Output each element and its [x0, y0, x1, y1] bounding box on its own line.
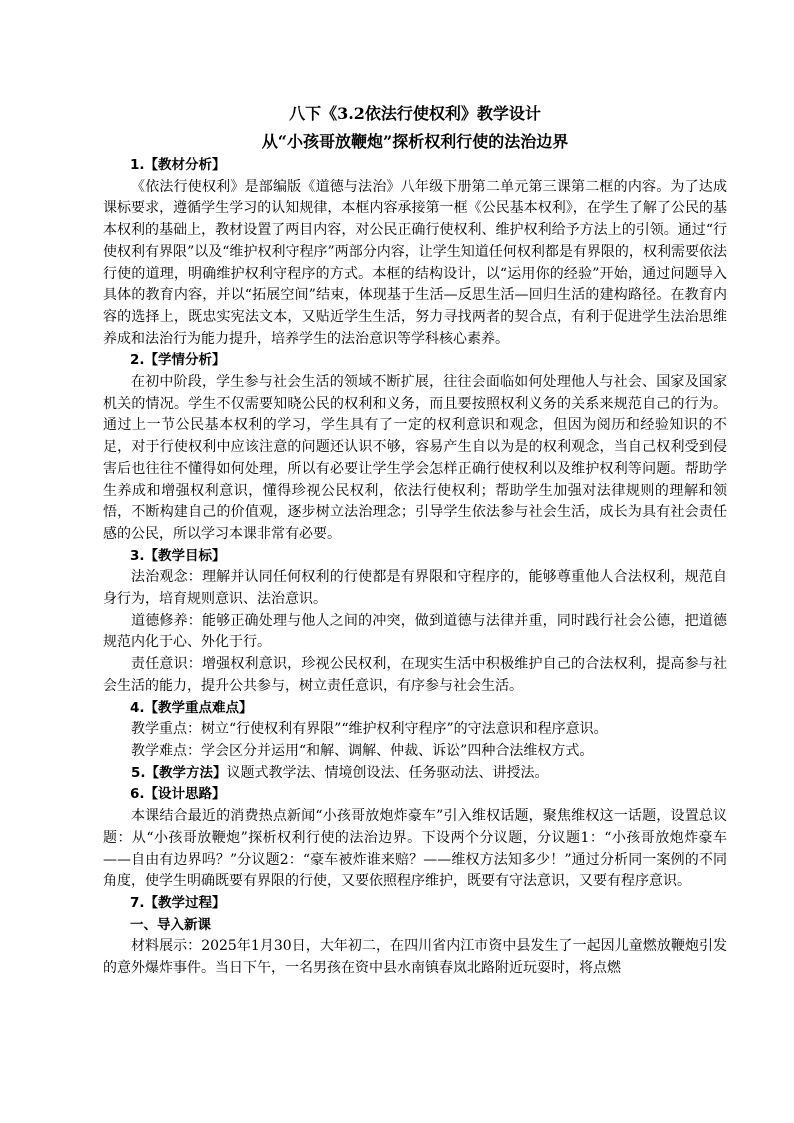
- section-inline-text: 议题式教学法、情境创设法、任务驱动法、讲授法。: [226, 764, 549, 781]
- section-paragraph: 法治观念：理解并认同任何权利的行使都是有界限和守程序的，能够尊重他人合法权利，规范自身行为，培育规则意识、法治意识。: [103, 569, 727, 608]
- section-heading: 5.【教学方法】: [131, 764, 227, 781]
- section-paragraph: 道德修养：能够正确处理与他人之间的冲突，做到道德与法律并重，同时践行社会公德，把道德规范内化于心、外化于行。: [103, 612, 727, 651]
- section-heading: 1.【教材分析】: [130, 157, 226, 173]
- section-paragraph: 教学难点：学会区分并运用“和解、调解、仲裁、诉讼”四种合法维权方式。: [131, 742, 594, 759]
- document-subtitle: 从“小孩哥放鞭炮”探析权利行使的法治边界: [261, 132, 569, 151]
- section-paragraph: 《依法行使权利》是部编版《道德与法治》八年级下册第二单元第三课第二框的内容。为了达成课标要求，遵循学生学习的认知规律，本框内容承接第一框《公民基本权利》，在学生了解了公民的基本权利的基础上，教材设置了两目内容，对公民正确行使权利、维护权利给予方法上的引领。通过“行使权利有界限”以及“维护权利守程序”两部分内容，让学生知道任何权利都是有界限的，权利需要依法行使的道理，明确维护权利守程序的方式。本框的结构设计，以“运用你的经验”开始，通过问题导入具体的教育内容，并以“拓展空间”结束，体现基于生活—反思生活—回归生活的建构路径。在教育内容的选择上，既忠实宪法文本，又贴近学生生活，努力寻找两者的契合点，有利于促进学生法治思维养成和法治行为能力提升，培养学生的法治意识等学科核心素养。: [103, 178, 727, 347]
- section-inline: [103, 763, 727, 785]
- section-heading: 7.【教学过程】: [130, 894, 226, 911]
- section-heading: 6.【设计思路】: [130, 786, 226, 803]
- section-paragraph: 在初中阶段，学生参与社会生活的领域不断扩展，往往会面临如何处理他人与社会、国家及国家机关的情况。学生不仅需要知晓公民的权利和义务，而且要按照权利义务的关系来规范自己的行为。通过上一节公民基本权利的学习，学生具有了一定的权利意识和观念，但因为阅历和经验知识的不足，对于行使权利中应该注意的问题还认识不够，容易产生自以为是的权利观念，当自己权利受到侵害后也往往不懂得如何处理，所以有必要让学生学会怎样正确行使权利以及维护权利等问题。帮助学生养成和增强权利意识，懂得珍视公民权利，依法行使权利；帮助学生加强对法律规则的理解和领悟，不断构建自己的价值观，逐步树立法治理念；引导学生依法参与社会生活，成长为具有社会责任感的公民，所以学习本课非常有必要。: [103, 374, 727, 542]
- section-heading: 4.【教学重点难点】: [130, 699, 253, 716]
- section-paragraph: 材料展示：2025年1月30日，大年初二，在四川省内江市资中县发生了一起因儿童燃放鞭炮引发的意外爆炸事件。当日下午，一名男孩在资中县水南镇春岚北路附近玩耍时，将点燃: [103, 938, 727, 977]
- document-title: 八下《3.2依法行使权利》教学设计: [289, 104, 541, 123]
- subsection-heading: 一、导入新课: [130, 916, 211, 933]
- section-paragraph: 教学重点：树立“行使权利有界限”“维护权利守程序”的守法意识和程序意识。: [131, 721, 608, 738]
- section-paragraph: 本课结合最近的消费热点新闻“小孩哥放炮炸豪车”引入维权话题，聚焦维权这一话题，设置总议题：从“小孩哥放鞭炮”探析权利行使的法治边界。下设两个分议题，分议题1：“小孩哥放炮炸豪车——自由有边界吗？”分议题2：“豪车被炸谁来赔？——维权方法知多少！”通过分析同一案例的不同角度，使学生明确既要有界限的行使，又要依照程序维护，既要有守法意识，又要有程序意识。: [103, 808, 727, 890]
- document-content: [103, 103, 727, 980]
- section-heading: 3.【教学目标】: [130, 547, 226, 564]
- section-paragraph: 责任意识：增强权利意识，珍视公民权利，在现实生活中积极维护自己的合法权利，提高参与社会生活的能力，提升公共参与，树立责任意识，有序参与社会生活。: [103, 656, 727, 694]
- section-heading: 2.【学情分析】: [130, 352, 226, 369]
